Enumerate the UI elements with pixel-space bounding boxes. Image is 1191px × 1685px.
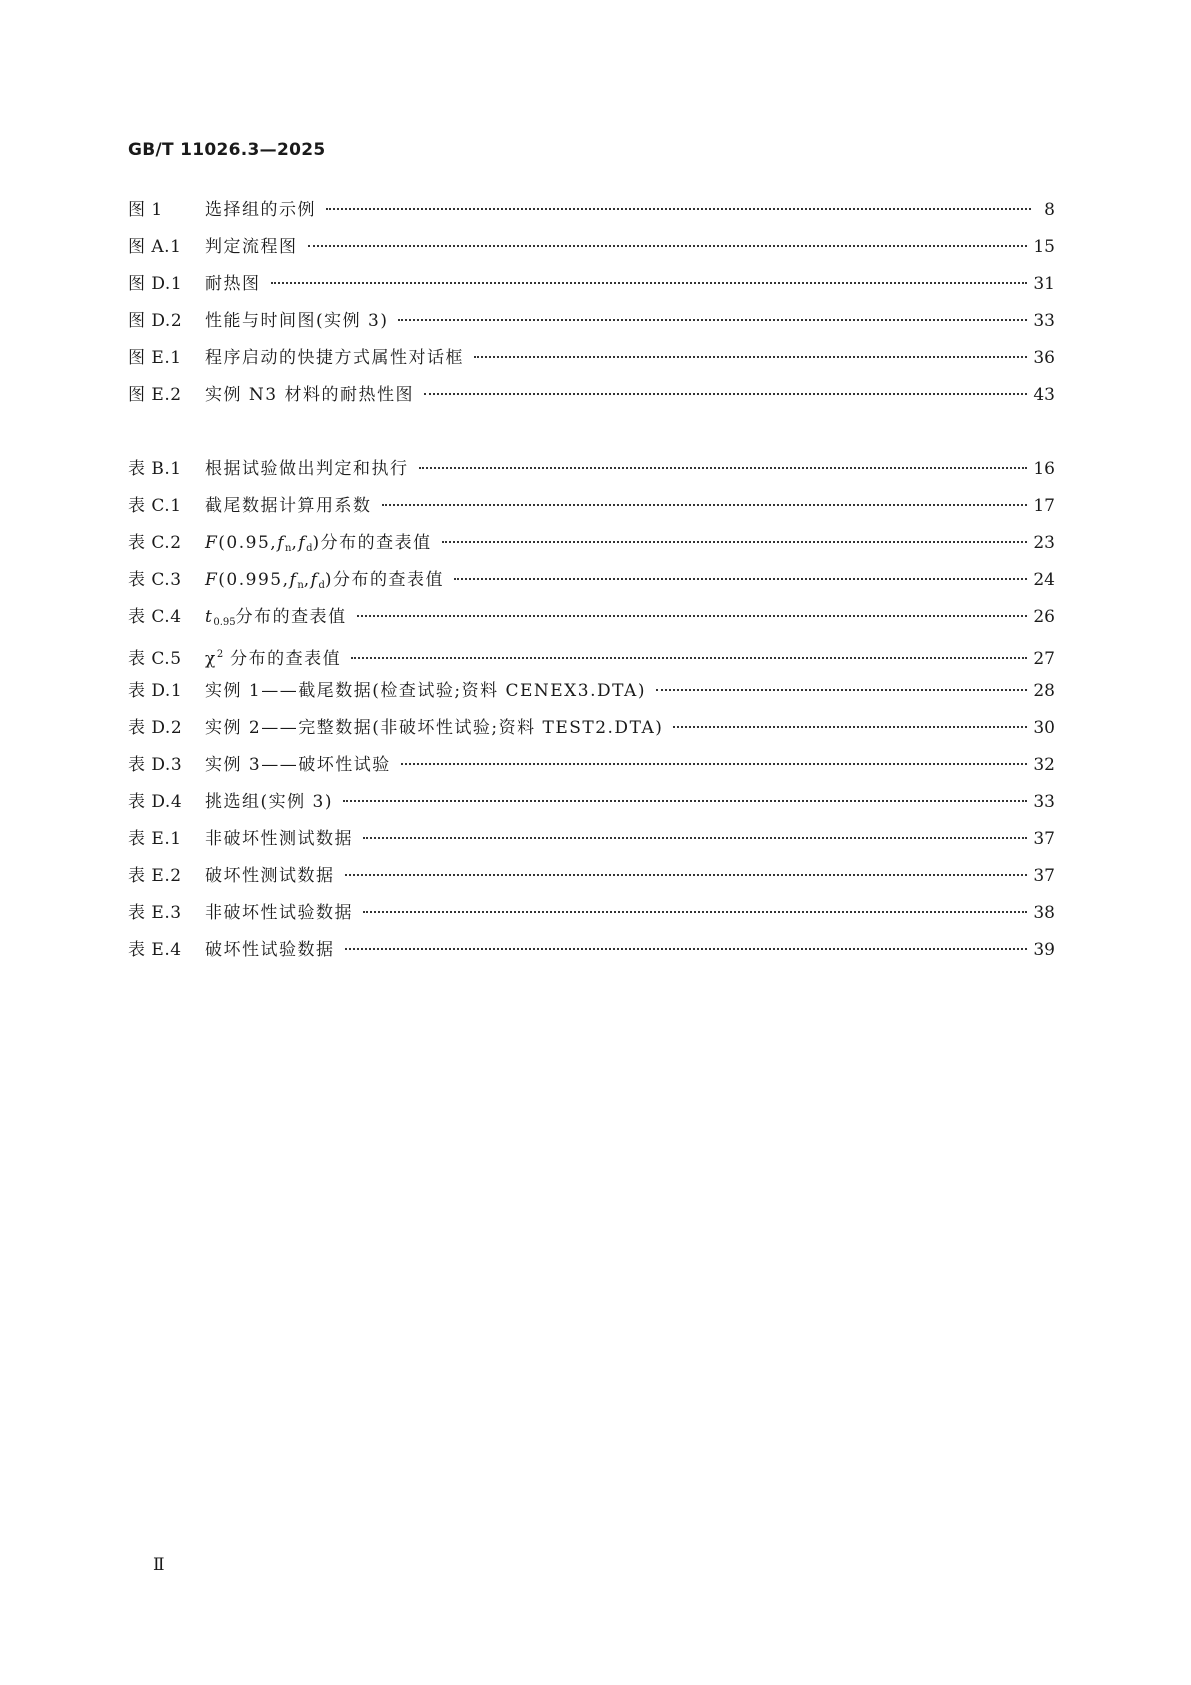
contents-list (128, 192, 1055, 969)
entry-label: 表 E.3 (128, 903, 182, 923)
toc-entry-table-e4[interactable] (128, 932, 1055, 969)
entry-page: 30 (1033, 718, 1055, 738)
formula-text: 分布的查表值 (235, 607, 347, 627)
entry-title: 程序启动的快捷方式属性对话框 (205, 348, 464, 368)
toc-entry-table-c5[interactable] (128, 636, 1055, 673)
toc-entry-figure-e2[interactable] (128, 377, 1055, 414)
entry-title: 挑选组(实例 3) (205, 792, 333, 812)
dot-leader (656, 689, 1027, 691)
dot-leader (345, 948, 1028, 950)
entry-label: 表 E.2 (128, 866, 182, 886)
entry-title: 实例 3——破坏性试验 (205, 755, 391, 775)
toc-entry-table-d4[interactable] (128, 784, 1055, 821)
entry-page: 8 (1044, 200, 1055, 220)
formula-symbol: F (205, 533, 219, 553)
toc-entry-figure-a1[interactable] (128, 229, 1055, 266)
toc-entry-table-c3[interactable] (128, 562, 1055, 599)
toc-entry-figure-e1[interactable] (128, 340, 1055, 377)
entry-title: 非破坏性试验数据 (205, 903, 353, 923)
figure-list (128, 192, 1055, 414)
formula-text: )分布的查表值 (312, 533, 432, 553)
entry-page: 27 (1033, 649, 1055, 669)
entry-page: 36 (1033, 348, 1055, 368)
entry-page: 37 (1033, 866, 1055, 886)
dot-leader (454, 578, 1027, 580)
entry-page: 31 (1033, 274, 1055, 294)
toc-entry-table-c1[interactable] (128, 488, 1055, 525)
formula-text: (0.95, (218, 533, 278, 553)
entry-label: 图 D.2 (128, 311, 183, 331)
formula-text: , (291, 533, 299, 553)
entry-title: 破坏性试验数据 (205, 940, 335, 960)
dot-leader (419, 467, 1028, 469)
dot-leader (363, 911, 1027, 913)
entry-label: 图 1 (128, 200, 163, 220)
toc-entry-table-d3[interactable] (128, 747, 1055, 784)
toc-entry-figure-d1[interactable] (128, 266, 1055, 303)
entry-title: 截尾数据计算用系数 (205, 496, 372, 516)
standard-header: GB/T 11026.3—2025 (128, 140, 326, 160)
formula-superscript: 2 (216, 649, 224, 660)
entry-page: 43 (1033, 385, 1055, 405)
entry-label: 表 D.3 (128, 755, 183, 775)
entry-page: 39 (1033, 940, 1055, 960)
dot-leader (271, 282, 1028, 284)
entry-label: 图 E.2 (128, 385, 182, 405)
formula-symbol: f (289, 570, 298, 590)
dot-leader (326, 208, 1031, 210)
toc-entry-table-e3[interactable] (128, 895, 1055, 932)
dot-leader (401, 763, 1028, 765)
formula-subscript: n (297, 580, 304, 591)
entry-page: 15 (1033, 237, 1055, 257)
formula-symbol: f (277, 533, 285, 553)
formula-text: )分布的查表值 (324, 570, 445, 590)
dot-leader (357, 615, 1028, 617)
entry-label: 表 D.2 (128, 718, 183, 738)
entry-page: 37 (1033, 829, 1055, 849)
page-number: Ⅱ (153, 1555, 165, 1575)
dot-leader (673, 726, 1027, 728)
entry-page: 38 (1033, 903, 1055, 923)
entry-title: 选择组的示例 (205, 200, 316, 220)
formula-text: (0.995, (218, 570, 290, 590)
table-list (128, 451, 1055, 969)
entry-label: 表 C.4 (128, 607, 182, 627)
toc-entry-table-e1[interactable] (128, 821, 1055, 858)
toc-entry-table-b1[interactable] (128, 451, 1055, 488)
formula-text: 分布的查表值 (223, 649, 342, 669)
entry-label: 表 C.5 (128, 649, 182, 669)
dot-leader (351, 657, 1027, 659)
entry-title: 判定流程图 (205, 237, 298, 257)
entry-page: 24 (1033, 570, 1055, 590)
dot-leader (382, 504, 1028, 506)
dot-leader (345, 874, 1028, 876)
dot-leader (308, 245, 1028, 247)
entry-page: 33 (1033, 311, 1055, 331)
entry-title: 实例 2——完整数据(非破坏性试验;资料 TEST2.DTA) (205, 718, 664, 738)
entry-label: 图 A.1 (128, 237, 182, 257)
entry-label: 表 D.4 (128, 792, 183, 812)
entry-label: 表 E.4 (128, 940, 182, 960)
entry-title: 破坏性测试数据 (205, 866, 335, 886)
entry-page: 16 (1033, 459, 1055, 479)
dot-leader (398, 319, 1027, 321)
entry-page: 26 (1033, 607, 1055, 627)
entry-label: 图 D.1 (128, 274, 183, 294)
formula-symbol: t (205, 607, 214, 627)
entry-label: 表 C.2 (128, 533, 182, 553)
formula-subscript: n (284, 543, 292, 554)
dot-leader (474, 356, 1027, 358)
formula-symbol: χ (205, 649, 217, 669)
formula-subscript: d (318, 580, 325, 591)
toc-entry-table-d1[interactable] (128, 673, 1055, 710)
dot-leader (442, 541, 1028, 543)
entry-title: 非破坏性测试数据 (205, 829, 353, 849)
entry-page: 23 (1033, 533, 1055, 553)
entry-page: 33 (1033, 792, 1055, 812)
dot-leader (424, 393, 1027, 395)
entry-title: 实例 N3 材料的耐热性图 (205, 385, 414, 405)
entry-label: 表 C.1 (128, 496, 182, 516)
toc-entry-table-e2[interactable] (128, 858, 1055, 895)
formula-symbol: f (298, 533, 307, 553)
formula-subscript: 0.95 (213, 617, 236, 628)
entry-label: 表 E.1 (128, 829, 182, 849)
entry-label: 图 E.1 (128, 348, 182, 368)
entry-label: 表 B.1 (128, 459, 182, 479)
dot-leader (343, 800, 1027, 802)
entry-title (205, 525, 432, 567)
entry-title: 耐热图 (205, 274, 261, 294)
entry-title (205, 599, 347, 641)
formula-symbol: F (205, 570, 219, 590)
entry-title: 性能与时间图(实例 3) (205, 311, 389, 331)
entry-title: 根据试验做出判定和执行 (205, 459, 409, 479)
entry-page: 32 (1033, 755, 1055, 775)
entry-page: 28 (1033, 681, 1055, 701)
formula-subscript: d (306, 543, 313, 554)
entry-title: 实例 1——截尾数据(检查试验;资料 CENEX3.DTA) (205, 681, 646, 701)
entry-label: 表 C.3 (128, 570, 182, 590)
entry-page: 17 (1033, 496, 1055, 516)
formula-symbol: f (310, 570, 319, 590)
entry-title (205, 562, 444, 604)
toc-entry-table-c2[interactable] (128, 525, 1055, 562)
formula-text: , (303, 570, 311, 590)
dot-leader (363, 837, 1027, 839)
toc-entry-figure-d2[interactable] (128, 303, 1055, 340)
entry-label: 表 D.1 (128, 681, 183, 701)
toc-entry-table-d2[interactable] (128, 710, 1055, 747)
toc-entry-figure-1[interactable] (128, 192, 1055, 229)
entry-title (205, 636, 341, 678)
toc-entry-table-c4[interactable] (128, 599, 1055, 636)
